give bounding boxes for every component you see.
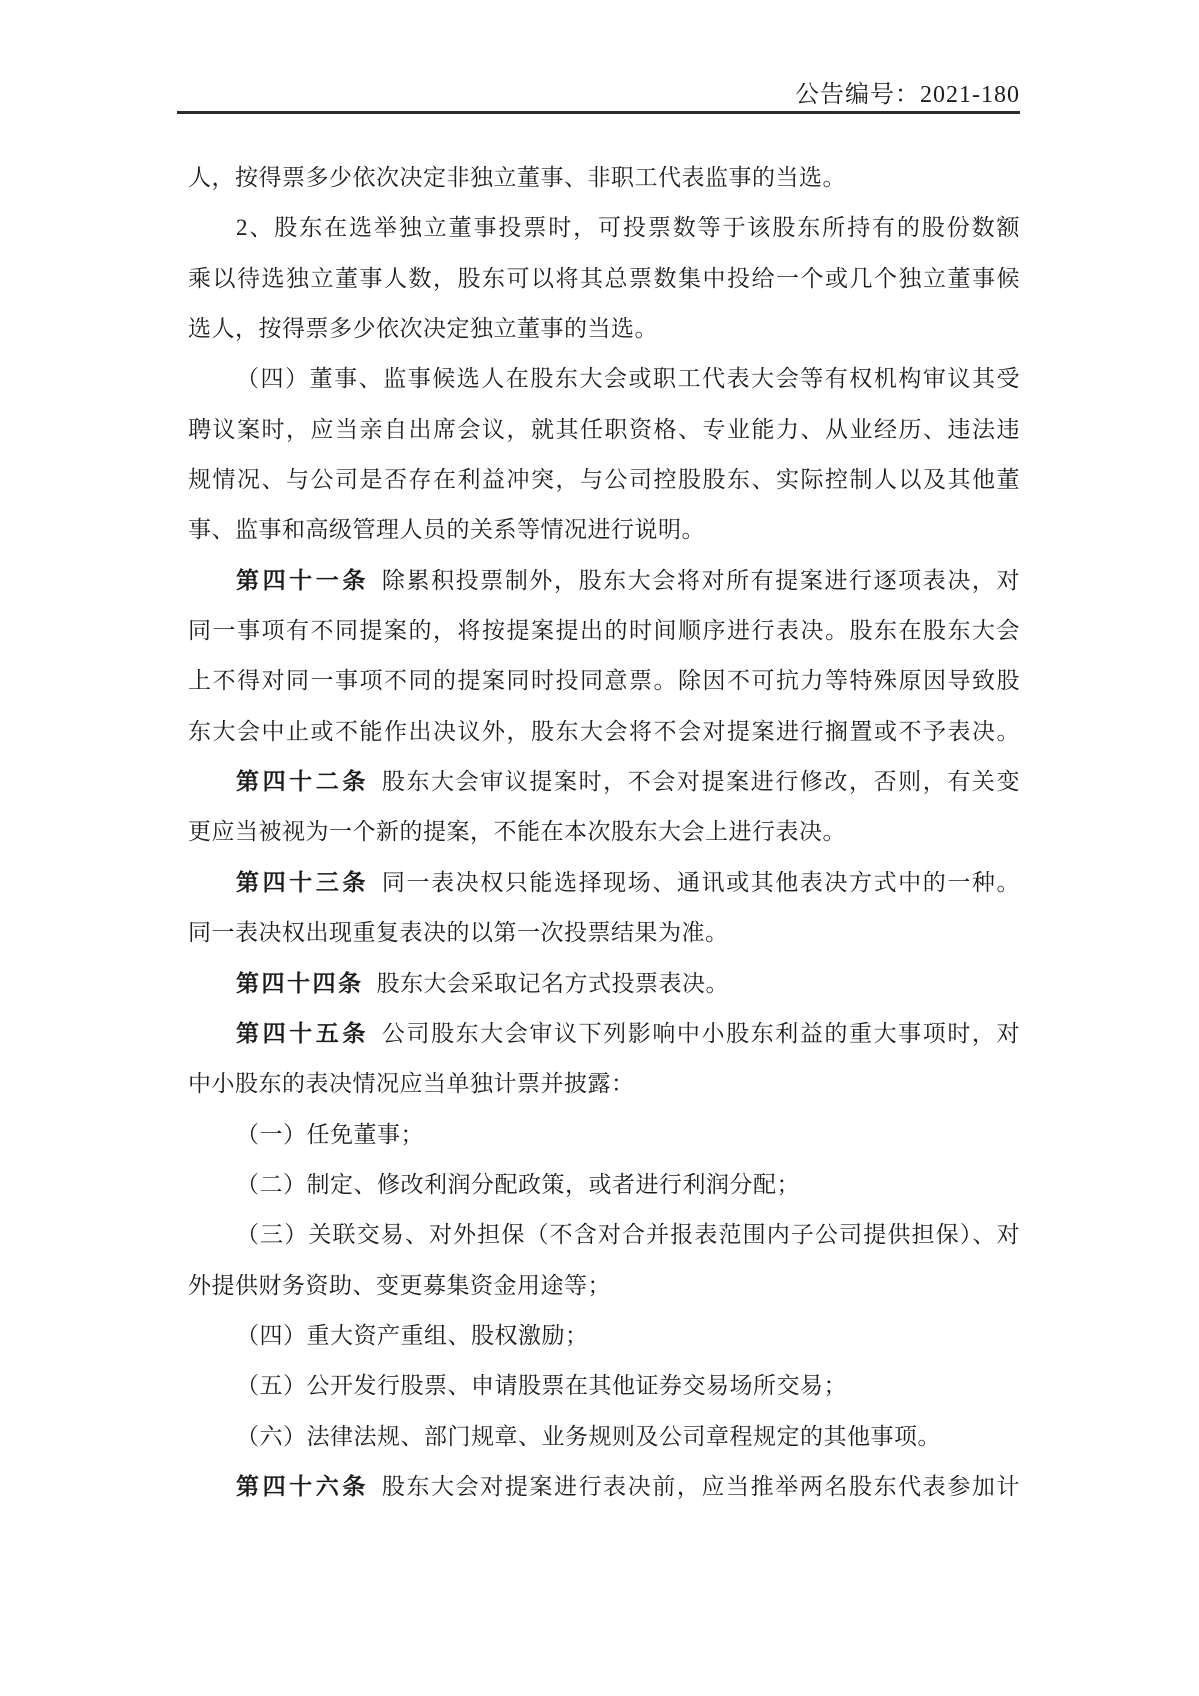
text-line: （六）法律法规、部门规章、业务规则及公司章程规定的其他事项。 — [236, 1423, 941, 1449]
text-line: 2、股东在选举独立董事投票时，可投票数等于该股东所持有的股份数额 — [236, 215, 1020, 241]
document-body — [188, 153, 1020, 1512]
text-line: 第四十一条 除累积投票制外，股东大会将对所有提案进行逐项表决，对 — [236, 567, 1021, 593]
article-number-label: 第四十六条 — [236, 1473, 369, 1499]
text-line: 第四十二条 股东大会审议提案时，不会对提案进行修改，否则，有关变 — [236, 769, 1021, 795]
text-line: 上不得对同一事项不同的提案同时投同意票。除因不可抗力等特殊原因导致股 — [188, 668, 1020, 694]
text-line: 乘以待选独立董事人数，股东可以将其总票数集中投给一个或几个独立董事候 — [188, 265, 1020, 291]
text-line: 第四十六条 股东大会对提案进行表决前，应当推举两名股东代表参加计 — [236, 1473, 1021, 1499]
text-line: 第四十三条 同一表决权只能选择现场、通讯或其他表决方式中的一种。 — [236, 869, 1021, 895]
text-line: （五）公开发行股票、申请股票在其他证券交易场所交易； — [236, 1373, 847, 1399]
article-number-label: 第四十四条 — [236, 970, 364, 996]
article-number-label: 第四十三条 — [236, 869, 369, 895]
header-divider-rule — [177, 111, 1020, 114]
text-line: （三）关联交易、对外担保（不含对合并报表范围内子公司提供担保）、对 — [236, 1222, 1020, 1248]
text-line: （四）董事、监事候选人在股东大会或职工代表大会等有权机构审议其受 — [236, 366, 1020, 392]
text-line: 事、监事和高级管理人员的关系等情况进行说明。 — [188, 517, 705, 543]
text-line: 同一表决权出现重复表决的以第一次投票结果为准。 — [188, 920, 729, 946]
text-line: 第四十五条 公司股东大会审议下列影响中小股东利益的重大事项时，对 — [236, 1020, 1021, 1046]
text-line: 同一事项有不同提案的，将按提案提出的时间顺序进行表决。股东在股东大会 — [188, 618, 1020, 644]
text-line: 更应当被视为一个新的提案，不能在本次股东大会上进行表决。 — [188, 819, 846, 845]
text-line: 第四十四条 股东大会采取记名方式投票表决。 — [236, 970, 729, 996]
text-line: 外提供财务资助、变更募集资金用途等； — [188, 1272, 611, 1298]
text-line: （二）制定、修改利润分配政策，或者进行利润分配； — [236, 1171, 800, 1197]
text-line: 中小股东的表决情况应当单独计票并披露： — [188, 1071, 635, 1097]
text-line: 选人，按得票多少依次决定独立董事的当选。 — [188, 316, 658, 342]
article-number-label: 第四十二条 — [236, 769, 369, 795]
text-line: 人，按得票多少依次决定非独立董事、非职工代表监事的当选。 — [188, 165, 846, 190]
text-line: 东大会中止或不能作出决议外，股东大会将不会对提案进行搁置或不予表决。 — [188, 718, 1020, 744]
text-line: 聘议案时，应当亲自出席会议，就其任职资格、专业能力、从业经历、违法违 — [188, 416, 1020, 442]
text-line: 规情况、与公司是否存在利益冲突，与公司控股股东、实际控制人以及其他董 — [188, 467, 1020, 493]
announcement-number: 公告编号：2021-180 — [795, 82, 1020, 108]
text-line: （四）重大资产重组、股权激励； — [236, 1322, 589, 1348]
article-number-label: 第四十一条 — [236, 567, 369, 593]
text-line: （一）任免董事； — [236, 1121, 424, 1147]
article-number-label: 第四十五条 — [236, 1020, 369, 1046]
